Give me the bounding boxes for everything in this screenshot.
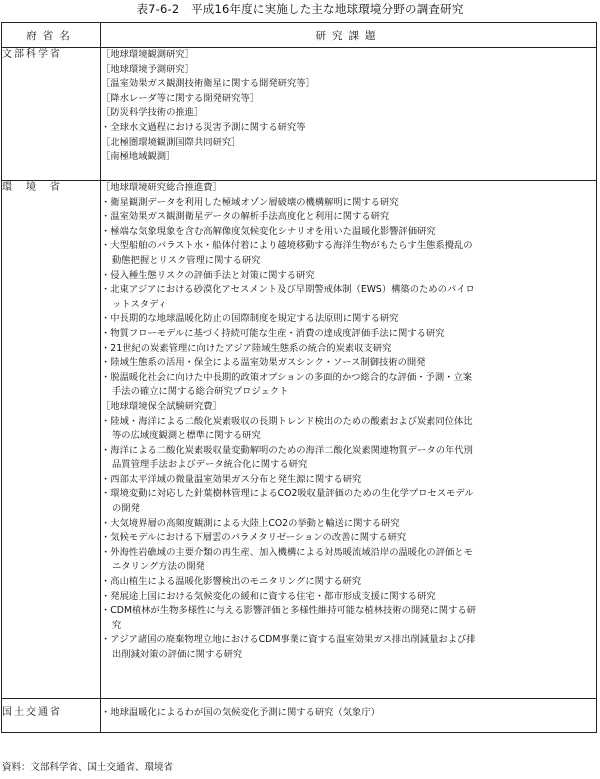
topic-line: ・衛星観測データを利用した極域オゾン層破壊の機構解明に関する研究 bbox=[101, 196, 399, 208]
topic-line: ・アジア諸国の廃棄物埋立地におけるCDM事業に資する温室効果ガス排出削減量および排 bbox=[101, 634, 476, 646]
topic-line: ・侵入種生態リスクの評価手法と対策に関する研究 bbox=[101, 269, 315, 281]
topic-line: ・北東アジアにおける砂漠化アセスメント及び早期警戒体制（EWS）構築のためのパイロ bbox=[101, 284, 475, 296]
topic-line: ・西部太平洋域の微量温室効果ガス分布と発生源に関する研究 bbox=[101, 473, 362, 485]
topic-line: 等の広域度観測と標準に関する研究 bbox=[112, 430, 261, 442]
topic-line: ・海洋による二酸化炭素吸収量変動解明のための海洋二酸化炭素関連物質データの年代別 bbox=[101, 444, 473, 456]
topic-line: ニタリング方法の開発 bbox=[112, 561, 205, 573]
topic-line: ・気候モデルにおける下層雲のパラメタリゼーションの改善に関する研究 bbox=[101, 532, 407, 544]
topic-line: 品質管理手法およびデータ統合化に関する研究 bbox=[112, 459, 308, 471]
source-note: 資料：文部科学省、国土交通省、環境省 bbox=[2, 762, 174, 773]
topic-line: ・物質フローモデルに基づく持続可能な生産・消費の達成度評価手法に関する研究 bbox=[101, 327, 445, 339]
topic-line: ・高山植生による温暖化影響検出のモニタリングに関する研究 bbox=[101, 576, 362, 588]
topic-line: ［地球環境予測研究］ bbox=[101, 63, 194, 75]
topic-line: ・極端な気象現象を含む高解像度気候変化シナリオを用いた温暖化影響評価研究 bbox=[101, 225, 436, 237]
topic-line: ・陸域生態系の活用・保全による温室効果ガスシンク・ソース制御技術の開発 bbox=[101, 357, 426, 369]
topic-line: ットスタディ bbox=[112, 298, 167, 310]
topic-line: ・地球温暖化によるわが国の気候変化予測に関する研究（気象庁） bbox=[101, 707, 380, 718]
table-row bbox=[2, 699, 597, 733]
topic-line: 究 bbox=[112, 619, 122, 631]
table-title: 表7-6-2 平成16年度に実施した主な地球環境分野の調査研究 bbox=[136, 2, 464, 16]
topics-cell bbox=[101, 181, 597, 699]
agency-cell: 文部科学省 bbox=[2, 48, 101, 181]
topic-line: ・大型船舶のバラスト水・船体付着により越境移動する海洋生物がもたらす生態系攪乱の bbox=[101, 240, 473, 252]
topic-line: ・陸域・海洋による二酸化炭素吸収の長期トレンド検出のための酸素および炭素同位体比 bbox=[101, 415, 473, 427]
topic-line: ・発展途上国における気候変化の緩和に資する住宅・都市形成支援に関する研究 bbox=[101, 590, 436, 602]
topic-line: ・環境変動に対応した針葉樹林管理によるCO2吸収量評価のための生化学プロセスモデル bbox=[101, 488, 474, 500]
topic-line: ・外海性岩礁域の主要介類の再生産、加入機構による対馬暖流域沿岸の温暖化の評価とモ bbox=[101, 546, 473, 558]
topic-line: ・全球水文過程における災害予測に関する研究等 bbox=[101, 121, 306, 133]
topic-line: ［地球環境研究総合推進費］ bbox=[101, 182, 222, 193]
topic-line: 動態把握とリスク管理に関する研究 bbox=[112, 254, 261, 266]
table-header-row bbox=[2, 23, 597, 48]
topic-line: ・21世紀の炭素管理に向けたアジア陸域生態系の統合的炭素収支研究 bbox=[101, 342, 392, 354]
topic-line: ・脱温暖化社会に向けた中長期的政策オプションの多面的かつ総合的な評価・予測・立案 bbox=[101, 371, 473, 383]
topic-line: 出削減対策の評価に関する研究 bbox=[112, 649, 243, 660]
topics-cell bbox=[101, 699, 597, 733]
topic-line: ［南極地域観測］ bbox=[101, 151, 176, 163]
topic-line: ［地球環境保全試験研究費］ bbox=[101, 400, 222, 412]
research-table bbox=[1, 22, 597, 733]
table-row bbox=[2, 181, 597, 699]
header-agency: 府省名 bbox=[2, 23, 101, 48]
topic-line: ［防災科学技術の推進］ bbox=[101, 107, 204, 119]
topic-line: ・CDM植林が生物多様性に与える影響評価と多様性維持可能な植林技術の開発に関する研 bbox=[101, 605, 476, 617]
topic-line: ［温室効果ガス観測技術衛星に関する開発研究等］ bbox=[101, 78, 315, 90]
topic-line: ［地球環境観測研究］ bbox=[101, 49, 194, 60]
topic-line: ・温室効果ガス観測衛星データの解析手法高度化と利用に関する研究 bbox=[101, 211, 390, 223]
topics-cell bbox=[101, 48, 597, 181]
topic-line: 手法の確立に関する総合研究プロジェクト bbox=[112, 386, 289, 398]
topic-line: ［降水レーダ等に関する開発研究等］ bbox=[101, 92, 260, 104]
agency-cell: 国土交通省 bbox=[2, 699, 101, 733]
topic-line: ・大気境界層の高頻度観測による大陸上CO2の挙動と輸送に関する研究 bbox=[101, 517, 400, 529]
agency-cell: 環境省 bbox=[2, 181, 101, 699]
topic-line: ・中長期的な地球温暖化防止の国際制度を規定する法原則に関する研究 bbox=[101, 313, 399, 325]
topic-line: ［北極圏環境観測国際共同研究］ bbox=[101, 136, 241, 148]
topic-line: の開発 bbox=[112, 503, 140, 515]
table-row bbox=[2, 48, 597, 181]
header-research-topics: 研究課題 bbox=[101, 23, 597, 48]
